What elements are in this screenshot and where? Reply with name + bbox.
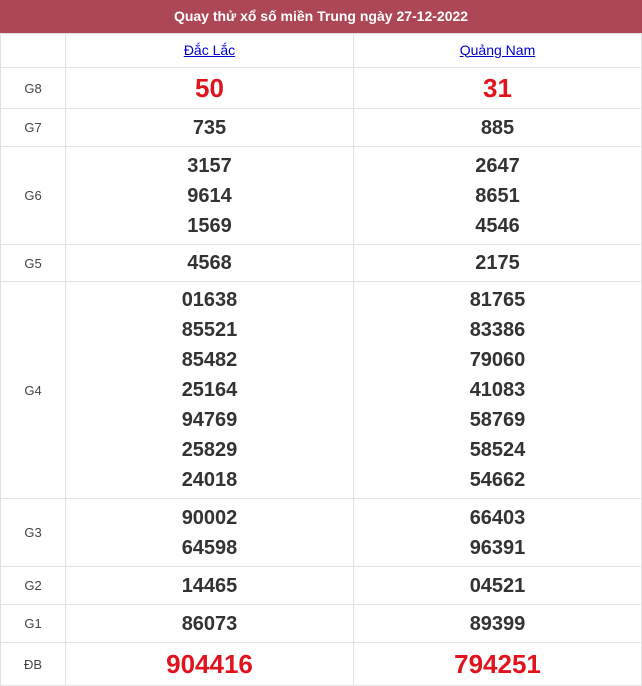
prize-row-g7 bbox=[1, 109, 642, 147]
prize-number: 81765 bbox=[469, 289, 526, 311]
prize-number: 735 bbox=[192, 116, 227, 139]
prize-number: 94769 bbox=[181, 409, 238, 431]
prize-cell bbox=[354, 109, 642, 147]
prize-number: 25164 bbox=[181, 379, 238, 401]
prize-cell bbox=[354, 147, 642, 245]
prize-label: G5 bbox=[1, 245, 66, 282]
prize-cell bbox=[66, 147, 354, 245]
prize-number: 24018 bbox=[181, 469, 238, 491]
prize-number: 4546 bbox=[475, 214, 520, 237]
prize-number: 90002 bbox=[181, 506, 238, 529]
province-header-row bbox=[1, 34, 642, 68]
prize-row-g3 bbox=[1, 499, 642, 567]
prize-label: ĐB bbox=[1, 643, 66, 686]
prize-number: 50 bbox=[195, 73, 224, 103]
prize-number: 14465 bbox=[181, 574, 238, 597]
prize-row-g8 bbox=[1, 68, 642, 109]
prize-label: G3 bbox=[1, 499, 66, 567]
prize-number: 904416 bbox=[166, 649, 253, 679]
prize-number: 96391 bbox=[469, 536, 526, 559]
prize-row-special bbox=[1, 643, 642, 686]
prize-cell bbox=[354, 605, 642, 643]
prize-label: G8 bbox=[1, 68, 66, 109]
prize-row-g6 bbox=[1, 147, 642, 245]
prize-row-g2 bbox=[1, 567, 642, 605]
prize-number: 64598 bbox=[181, 536, 238, 559]
prize-number: 25829 bbox=[181, 439, 238, 461]
prize-number: 79060 bbox=[469, 349, 526, 371]
prize-number: 85521 bbox=[181, 319, 238, 341]
province-cell bbox=[66, 34, 354, 68]
province-link-dac-lac[interactable]: Đắc Lắc bbox=[183, 41, 236, 58]
prize-cell bbox=[354, 643, 642, 686]
province-link-quang-nam[interactable]: Quảng Nam bbox=[459, 41, 536, 58]
prize-cell bbox=[66, 643, 354, 686]
province-cell bbox=[354, 34, 642, 68]
prize-label: G2 bbox=[1, 567, 66, 605]
prize-number: 9614 bbox=[187, 184, 232, 207]
prize-cell bbox=[66, 68, 354, 109]
prize-cell bbox=[66, 109, 354, 147]
prize-number: 885 bbox=[480, 116, 515, 139]
prize-number: 01638 bbox=[181, 289, 238, 311]
prize-number: 58769 bbox=[469, 409, 526, 431]
prize-cell bbox=[354, 245, 642, 282]
prize-number: 4568 bbox=[187, 252, 232, 274]
prize-label: G7 bbox=[1, 109, 66, 147]
prize-cell bbox=[354, 68, 642, 109]
prize-cell bbox=[66, 567, 354, 605]
prize-label: G1 bbox=[1, 605, 66, 643]
prize-cell bbox=[66, 499, 354, 567]
prize-number: 1569 bbox=[187, 214, 232, 237]
prize-number: 86073 bbox=[181, 612, 238, 635]
prize-cell bbox=[66, 605, 354, 643]
prize-cell bbox=[66, 245, 354, 282]
results-table bbox=[0, 33, 642, 686]
prize-cell bbox=[354, 567, 642, 605]
prize-row-g4 bbox=[1, 282, 642, 499]
corner-cell bbox=[1, 34, 66, 68]
prize-cell bbox=[354, 282, 642, 499]
prize-number: 89399 bbox=[469, 612, 526, 635]
prize-label: G4 bbox=[1, 282, 66, 499]
prize-cell bbox=[66, 282, 354, 499]
prize-number: 04521 bbox=[469, 574, 526, 597]
prize-number: 83386 bbox=[469, 319, 526, 341]
prize-number: 2647 bbox=[475, 154, 520, 177]
prize-number: 8651 bbox=[475, 184, 520, 207]
prize-row-g5 bbox=[1, 245, 642, 282]
prize-number: 31 bbox=[483, 73, 512, 103]
results-title: Quay thử xổ số miền Trung ngày 27-12-2022 bbox=[0, 0, 642, 33]
prize-number: 41083 bbox=[469, 379, 526, 401]
prize-row-g1 bbox=[1, 605, 642, 643]
prize-number: 3157 bbox=[187, 154, 232, 177]
prize-number: 54662 bbox=[469, 469, 526, 491]
prize-cell bbox=[354, 499, 642, 567]
prize-number: 85482 bbox=[181, 349, 238, 371]
prize-number: 794251 bbox=[454, 649, 541, 679]
prize-label: G6 bbox=[1, 147, 66, 245]
prize-number: 2175 bbox=[475, 252, 520, 274]
prize-number: 66403 bbox=[469, 506, 526, 529]
prize-number: 58524 bbox=[469, 439, 526, 461]
